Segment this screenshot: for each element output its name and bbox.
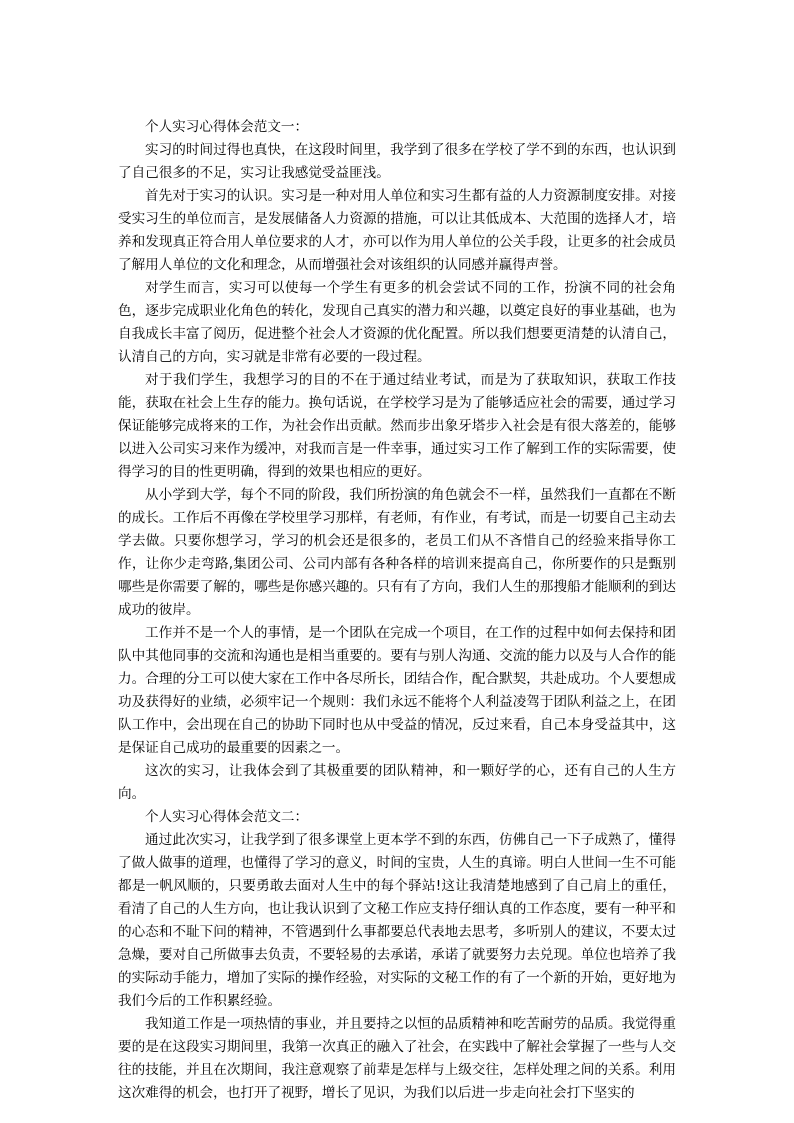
paragraph: 对学生而言，实习可以使每一个学生有更多的机会尝试不同的工作，扮演不同的社会角色，逐步完成职业化角色的转化，发现自己真实的潜力和兴趣，以奠定良好的事业基础，也为自我成长丰富了阅历，促进整个社会人才资源的优化配置。所以我们想要更清楚的认清自己，认清自己的方向，实习就是非常有必要的一段过程。 — [118, 280, 676, 365]
paragraph: 我知道工作是一项热情的事业，并且要持之以恒的品质精神和吃苦耐劳的品质。我觉得重要的是在这段实习期间里，我第一次真正的融入了社会，在实践中了解社会掌握了一些与人交往的技能，并且在次期间，我注意观察了前辈是怎样与上级交往，怎样处理之间的关系。利用这次难得的机会，也打开了视野，增长了见识，为我们以后进一步走向社会打下坚实的 — [118, 1016, 676, 1101]
paragraph: 从小学到大学，每个不同的阶段，我们所扮演的角色就会不一样，虽然我们一直都在不断的成长。工作后不再像在学校里学习那样，有老师，有作业，有考试，而是一切要自己主动去学去做。只要你想学习，学习的机会还是很多的，老员工们从不吝惜自己的经验来指导你工作，让你少走弯路,集团公司、公司内部有各种各样的培训来提高自己，你所要作的只是甄别哪些是你需要了解的，哪些是你感兴趣的。只有有了方向，我们人生的那搜船才能顺利的到达成功的彼岸。 — [118, 487, 676, 618]
paragraph: 通过此次实习，让我学到了很多课堂上更本学不到的东西，仿佛自己一下子成熟了，懂得了做人做事的道理，也懂得了学习的意义，时间的宝贵，人生的真谛。明白人世间一生不可能都是一帆风顺的，只要勇敢去面对人生中的每个驿站!这让我清楚地感到了自己肩上的重任，看清了自己的人生方向，也让我认识到了文秘工作应支持仔细认真的工作态度，要有一种平和的心态和不耻下问的精神，不管遇到什么事都要总代表地去思考，多听别人的建议，不要太过急燥，要对自己所做事去负责，不要轻易的去承诺，承诺了就要努力去兑现。单位也培养了我的实际动手能力，增加了实际的操作经验，对实际的文秘工作的有了一个新的开始，更好地为我们今后的工作积累经验。 — [118, 832, 676, 1009]
paragraph: 实习的时间过得也真快，在这段时间里，我学到了很多在学校了学不到的东西，也认识到了自己很多的不足，实习让我感觉受益匪浅。 — [118, 142, 676, 181]
paragraph: 对于我们学生，我想学习的目的不在于通过结业考试，而是为了获取知识，获取工作技能，获取在社会上生存的能力。换句话说，在学校学习是为了能够适应社会的需要，通过学习保证能够完成将来的工作，为社会作出贡献。然而步出象牙塔步入社会是有很大落差的，能够以进入公司实习来作为缓冲，对我而言是一件幸事，通过实习工作了解到工作的实际需要，使得学习的目的性更明确，得到的效果也相应的更好。 — [118, 372, 676, 480]
paragraph: 这次的实习，让我体会到了其极重要的团队精神，和一颗好学的心，还有自己的人生方向。 — [118, 763, 676, 802]
paragraph: 首先对于实习的认识。实习是一种对用人单位和实习生都有益的人力资源制度安排。对接受实习生的单位而言，是发展储备人力资源的措施，可以让其低成本、大范围的选择人才，培养和发现真正符合用人单位要求的人才，亦可以作为用人单位的公关手段，让更多的社会成员了解用人单位的文化和理念，从而增强社会对该组织的认同感并赢得声誉。 — [118, 188, 676, 273]
document-page — [118, 116, 676, 1105]
paragraph: 工作并不是一个人的事情，是一个团队在完成一个项目，在工作的过程中如何去保持和团队中其他同事的交流和沟通也是相当重要的。要有与别人沟通、交流的能力以及与人合作的能力。合理的分工可以使大家在工作中各尽所长，团结合作，配合默契，共赴成功。个人要想成功及获得好的业绩，必须牢记一个规则：我们永远不能将个人利益凌驾于团队利益之上，在团队工作中，会出现在自己的协助下同时也从中受益的情况，反过来看，自己本身受益其中，这是保证自己成功的最重要的因素之一。 — [118, 625, 676, 756]
section-heading-1: 个人实习心得体会范文一： — [145, 119, 309, 135]
section-heading-2: 个人实习心得体会范文二： — [145, 809, 309, 825]
